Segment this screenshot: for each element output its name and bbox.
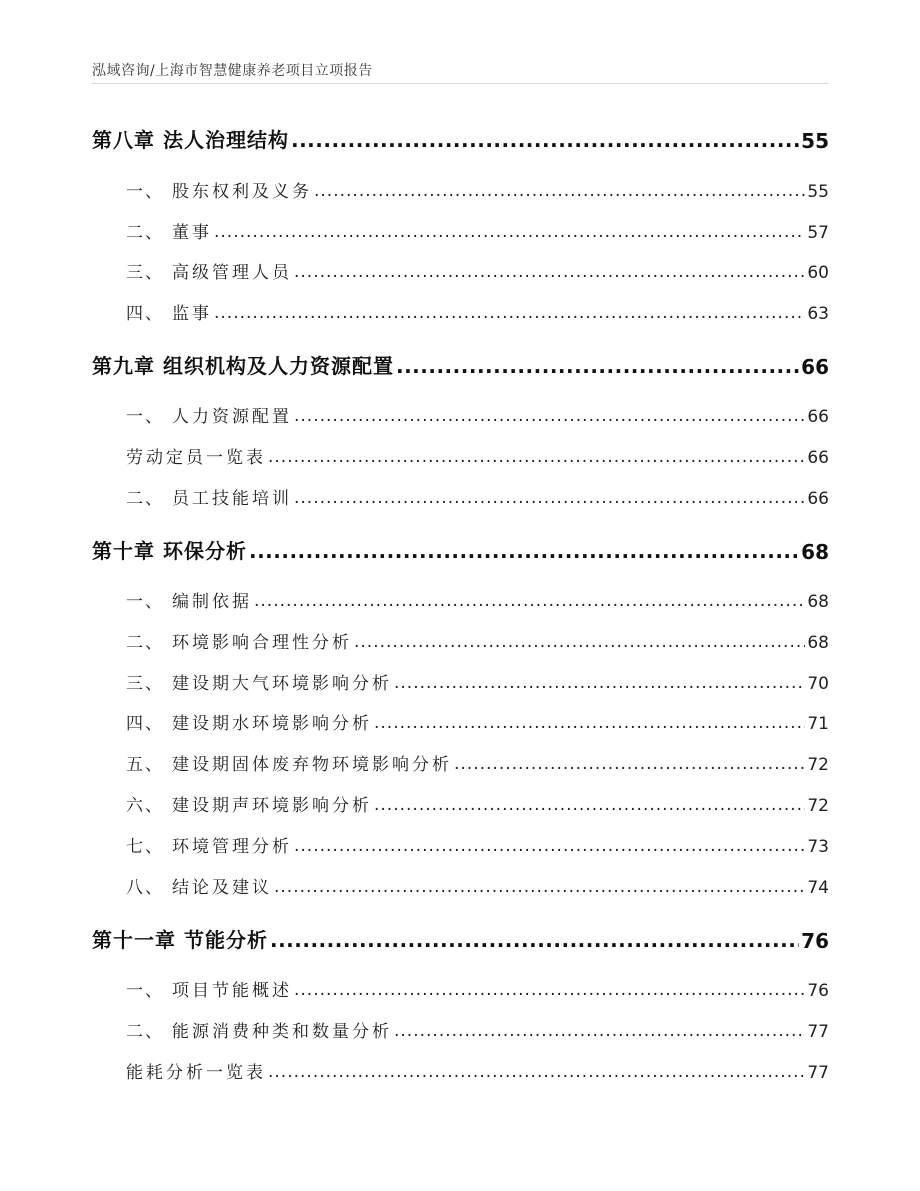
dot-leader xyxy=(294,837,805,857)
toc-title: 编制依据 xyxy=(172,592,252,612)
toc-section[interactable] xyxy=(126,873,829,898)
dot-leader xyxy=(396,355,799,379)
toc-title: 结论及建议 xyxy=(172,878,272,898)
toc-section-number: 三、 xyxy=(126,674,164,694)
toc-section[interactable] xyxy=(126,832,829,857)
toc-section[interactable] xyxy=(126,402,829,427)
toc-section-number: 一、 xyxy=(126,981,164,1001)
running-header: 泓域咨询/上海市智慧健康养老项目立项报告 xyxy=(92,63,373,79)
toc-page-number: 68 xyxy=(807,592,829,612)
dot-leader xyxy=(268,1063,805,1083)
toc-section-number: 三、 xyxy=(126,263,164,283)
toc-page-number: 72 xyxy=(807,796,829,816)
toc-title: 建设期固体废弃物环境影响分析 xyxy=(172,755,452,775)
toc-section[interactable] xyxy=(126,791,829,816)
toc-section-number: 一、 xyxy=(126,407,164,427)
dot-leader xyxy=(394,674,805,694)
dot-leader xyxy=(214,223,805,243)
toc-chapter-11[interactable] xyxy=(92,924,829,953)
toc-page-number: 74 xyxy=(807,878,829,898)
toc-section-number: 八、 xyxy=(126,878,164,898)
toc-section[interactable] xyxy=(126,299,829,324)
toc-chapter-9[interactable] xyxy=(92,350,829,379)
toc-table-entry[interactable] xyxy=(126,1058,829,1083)
toc-page-number: 68 xyxy=(807,633,829,653)
toc-section[interactable] xyxy=(126,218,829,243)
toc-section[interactable] xyxy=(126,258,829,283)
toc-section[interactable] xyxy=(126,587,829,612)
toc-title: 建设期大气环境影响分析 xyxy=(172,674,392,694)
toc-title: 高级管理人员 xyxy=(172,263,292,283)
dot-leader xyxy=(214,304,805,324)
toc-title: 建设期声环境影响分析 xyxy=(172,796,372,816)
toc-section-number: 六、 xyxy=(126,796,164,816)
toc-page-number: 55 xyxy=(807,182,829,202)
toc-page-number: 55 xyxy=(801,129,829,153)
toc-page-number: 76 xyxy=(807,981,829,1001)
toc-section[interactable] xyxy=(126,484,829,509)
toc-table-entry[interactable] xyxy=(126,443,829,468)
toc-page-number: 70 xyxy=(807,674,829,694)
header-divider xyxy=(92,83,828,84)
toc-page-number: 66 xyxy=(801,355,829,379)
toc-section[interactable] xyxy=(126,750,829,775)
toc-title: 第十章 环保分析 xyxy=(92,539,247,563)
toc-title: 第十一章 节能分析 xyxy=(92,928,268,952)
toc-page-number: 77 xyxy=(807,1022,829,1042)
toc-page-number: 77 xyxy=(807,1063,829,1083)
toc-section[interactable] xyxy=(126,669,829,694)
dot-leader xyxy=(374,796,805,816)
dot-leader xyxy=(394,1022,805,1042)
toc-title: 股东权利及义务 xyxy=(172,182,312,202)
dot-leader xyxy=(374,714,805,734)
toc-title: 董事 xyxy=(172,223,212,243)
toc-section[interactable] xyxy=(126,628,829,653)
toc-title: 人力资源配置 xyxy=(172,407,292,427)
dot-leader xyxy=(254,592,805,612)
toc-page-number: 73 xyxy=(807,837,829,857)
toc-page-number: 68 xyxy=(801,540,829,564)
toc-page-number: 57 xyxy=(807,223,829,243)
toc-section-number: 二、 xyxy=(126,1022,164,1042)
toc-section[interactable] xyxy=(126,177,829,202)
toc-page-number: 71 xyxy=(807,714,829,734)
toc-title: 第九章 组织机构及人力资源配置 xyxy=(92,354,394,378)
toc-section-number: 七、 xyxy=(126,837,164,857)
dot-leader xyxy=(294,263,805,283)
toc-title: 环境管理分析 xyxy=(172,837,292,857)
toc-section-number: 一、 xyxy=(126,592,164,612)
toc-page-number: 63 xyxy=(807,304,829,324)
toc-section-number: 四、 xyxy=(126,714,164,734)
dot-leader xyxy=(249,540,799,564)
toc-section-number: 二、 xyxy=(126,223,164,243)
dot-leader xyxy=(268,448,805,468)
toc-section-number: 五、 xyxy=(126,755,164,775)
toc-title: 员工技能培训 xyxy=(172,489,292,509)
toc-page-number: 66 xyxy=(807,407,829,427)
dot-leader xyxy=(294,407,805,427)
toc-title: 建设期水环境影响分析 xyxy=(172,714,372,734)
dot-leader xyxy=(294,981,805,1001)
toc-section[interactable] xyxy=(126,709,829,734)
toc-section[interactable] xyxy=(126,1017,829,1042)
toc-page-number: 66 xyxy=(807,448,829,468)
toc-section[interactable] xyxy=(126,976,829,1001)
dot-leader xyxy=(314,182,805,202)
toc-chapter-10[interactable] xyxy=(92,535,829,564)
toc-title: 劳动定员一览表 xyxy=(126,448,266,468)
toc-section-number: 二、 xyxy=(126,633,164,653)
toc-title: 监事 xyxy=(172,304,212,324)
dot-leader xyxy=(294,489,805,509)
dot-leader xyxy=(274,878,805,898)
toc-section-number: 二、 xyxy=(126,489,164,509)
toc-title: 能源消费种类和数量分析 xyxy=(172,1022,392,1042)
toc-title: 项目节能概述 xyxy=(172,981,292,1001)
dot-leader xyxy=(454,755,805,775)
toc-title: 能耗分析一览表 xyxy=(126,1063,266,1083)
toc-section-number: 四、 xyxy=(126,304,164,324)
toc-page-number: 76 xyxy=(801,929,829,953)
toc-page-number: 66 xyxy=(807,489,829,509)
toc-chapter-8[interactable] xyxy=(92,124,829,153)
toc-page-number: 72 xyxy=(807,755,829,775)
toc-title: 环境影响合理性分析 xyxy=(172,633,352,653)
dot-leader xyxy=(270,929,799,953)
toc-title: 第八章 法人治理结构 xyxy=(92,128,289,152)
toc-page-number: 60 xyxy=(807,263,829,283)
dot-leader xyxy=(291,129,799,153)
toc-section-number: 一、 xyxy=(126,182,164,202)
dot-leader xyxy=(354,633,805,653)
